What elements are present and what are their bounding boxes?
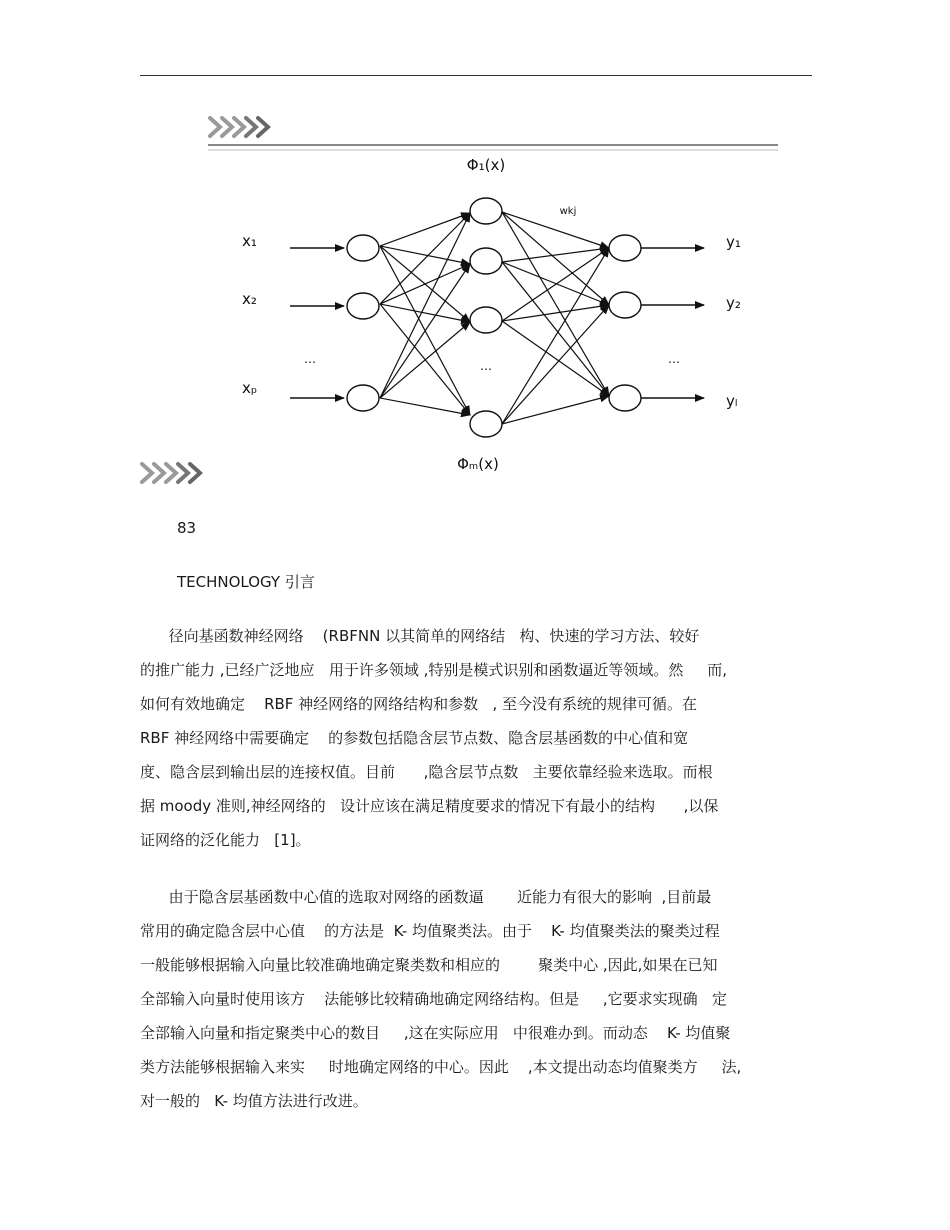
output-label: y₂ [726,294,741,312]
output-node [609,235,641,261]
output-node [609,385,641,411]
text-line: 度、隐含层到输出层的连接权值。目前 ,隐含层节点数 主要依靠经验来选取。而根 [140,763,713,781]
page-number: 83 [177,519,197,537]
output-label: y₁ [726,233,741,251]
input-ellipsis: … [304,352,316,366]
input-label: x₁ [242,232,257,250]
text-line: RBF 神经网络中需要确定 的参数包括隐含层节点数、隐含层基函数的中心值和宽 [140,729,689,747]
hidden-node [470,248,502,274]
output-ellipsis: … [668,352,680,366]
text-line: 全部输入向量和指定聚类中心的数目 ,这在实际应用 中很难办到。而动态 K- 均值聚 [140,1024,731,1042]
text-line: 的推广能力 ,已经广泛地应 用于许多领域 ,特别是模式识别和函数逼近等领域。然 而, [140,661,727,679]
text-line: 如何有效地确定 RBF 神经网络的网络结构和参数 , 至今没有系统的规律可循。在 [140,695,698,713]
input-node [347,385,379,411]
input-node [347,293,379,319]
input-node [347,235,379,261]
header-rule [140,75,812,76]
hidden-ellipsis: … [480,359,492,373]
rbf-network-diagram [138,108,798,488]
text-line: 类方法能够根据输入来实 时地确定网络的中心。因此 ,本文提出动态均值聚类方 法, [140,1058,742,1076]
output-label: yₗ [726,392,738,410]
phi-bottom-label: Φₘ(x) [457,455,499,473]
hidden-node [470,307,502,333]
weight-label: wkj [559,206,577,217]
text-line: 对一般的 K- 均值方法进行改进。 [140,1092,368,1110]
output-node [609,292,641,318]
paragraph-introduction-2 [140,880,820,1118]
rbf-network-figure [138,108,798,488]
input-label: x₂ [242,290,257,308]
chevron-decoration-top-icon [210,118,268,136]
text-line: 常用的确定隐含层中心值 的方法是 K- 均值聚类法。由于 K- 均值聚类法的聚类过程 [140,922,720,940]
text-line: 据 moody 准则,神经网络的 设计应该在满足精度要求的情况下有最小的结构 ,以保 [140,797,719,815]
hidden-node [470,411,502,437]
chevron-decoration-bottom-icon [142,464,200,482]
hidden-node [470,198,502,224]
phi-top-label: Φ₁(x) [466,156,506,174]
text-line: 由于隐含层基函数中心值的选取对网络的函数逼 近能力有很大的影响 ,目前最 [140,888,712,906]
text-line: 证网络的泛化能力 [1]。 [140,831,311,849]
text-line: 径向基函数神经网络 (RBFNN 以其简单的网络结 构、快速的学习方法、较好 [140,627,700,645]
text-line: 一般能够根据输入向量比较准确地确定聚类数和相应的 聚类中心 ,因此,如果在已知 [140,956,718,974]
input-label: xₚ [242,379,258,397]
paragraph-introduction-1 [140,619,820,857]
text-line: 全部输入向量时使用该方 法能够比较精确地确定网络结构。但是 ,它要求实现确 定 [140,990,727,1008]
section-heading: TECHNOLOGY 引言 [177,573,315,591]
